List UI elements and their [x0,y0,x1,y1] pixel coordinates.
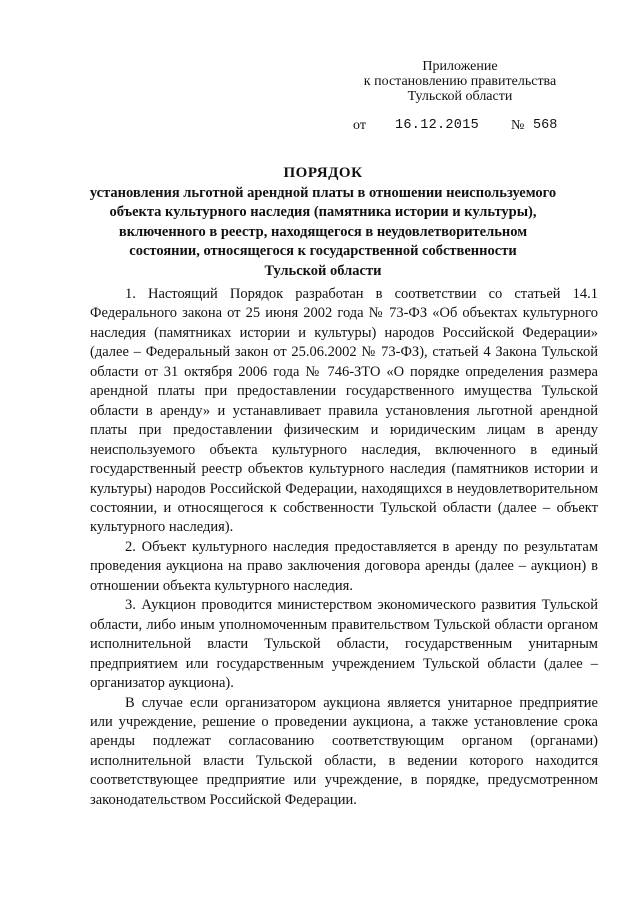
document-body [90,285,598,810]
appendix-line-1: Приложение [422,59,498,74]
decree-from-label: от [353,118,366,133]
paragraph-1: 1. Настоящий Порядок разработан в соответствии со статьей 14.1 Федерального закона от 25 июня 2002 года № 73-ФЗ «Об объектах культурного наследия (памятниках истории и культуры) народов Российской Федерации» (далее – Федеральный закон от 25.06.2002 № 73-ФЗ), статьей 4 Закона Тульской области от 31 октября 2006 года № 746-ЗТО «О порядке определения размера арендной платы при предоставлении государственного имущества Тульской области в аренду» и устанавливает правила установления льготной арендной платы при предоставлении физическим и юридическим лицам в аренду неиспользуемого объекта культурного наследия, включенного в единый государственный реестр объектов культурного наследия (памятников истории и культуры) народов Российской Федерации, находящихся в неудовлетворительном состоянии, и относящегося к собственности Тульской области (далее – объект культурного наследия). [90,286,598,536]
decree-number: 568 [533,118,558,133]
paragraph-4: В случае если организатором аукциона является унитарное предприятие или учреждение, решение о проведении аукциона, а также установление срока аренды подлежат согласованию соответствующим органом (органами) исполнительной власти Тульской области, в ведении которого находится соответствующее предприятие или учреждение, в порядке, предусмотренном законодательством Российской Федерации. [90,694,598,808]
appendix-line-3: Тульской области [407,89,513,104]
decree-date: 16.12.2015 [395,118,480,133]
decree-number-sign: № [511,118,525,133]
paragraph-3: 3. Аукцион проводится министерством экономического развития Тульской области, либо иным уполномоченным правительством Тульской области органом исполнительной власти Тульской области, государственным унитарным предприятием или государственным учреждением Тульской области (далее – организатор аукциона). [90,597,598,692]
appendix-header [340,59,580,104]
paragraph-2: 2. Объект культурного наследия предоставляется в аренду по результатам проведения аукциона на право заключения договора аренды (далее – аукцион) в отношении объекта культурного наследия. [90,538,598,594]
title-line: объекта культурного наследия (памятника истории и культуры), [109,204,537,220]
title-heading: ПОРЯДОК [283,165,363,181]
title-line: Тульской области [264,262,382,279]
document-title [88,164,558,281]
title-line: состоянии, относящегося к государственной собственности [129,243,517,259]
title-line: установления льготной арендной платы в отношении неиспользуемого [89,184,557,201]
appendix-line-2: к постановлению правительства [363,74,557,89]
decree-reference [353,118,583,138]
title-line: включенного в реестр, находящегося в неудовлетворительном [118,223,528,240]
